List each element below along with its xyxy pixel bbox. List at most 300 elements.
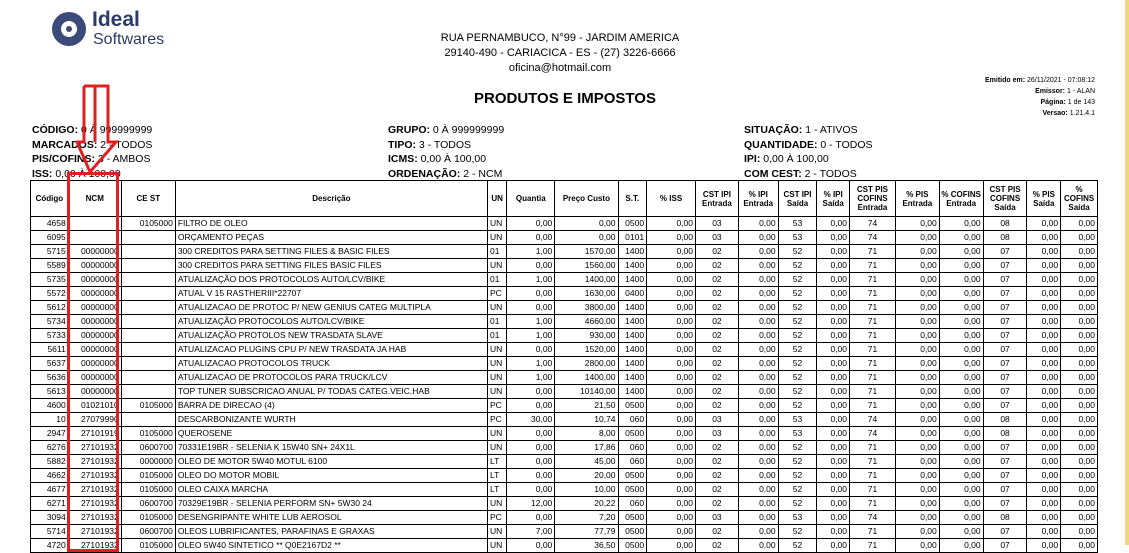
table-row <box>31 245 1098 259</box>
table-cell: 1400 <box>618 273 647 287</box>
column-header: % PIS Entrada <box>895 181 939 217</box>
table-cell: 0,00 <box>817 371 850 385</box>
table-cell: 0,00 <box>817 217 850 231</box>
table-cell: 0,00 <box>939 427 983 441</box>
table-cell: 0,00 <box>1061 385 1098 399</box>
table-row <box>31 427 1098 441</box>
table-cell: 7,20 <box>555 511 618 525</box>
table-cell: UN <box>487 441 506 455</box>
table-cell: 01 <box>487 245 506 259</box>
table-cell: 02 <box>696 273 739 287</box>
table-cell: 0,00 <box>817 469 850 483</box>
table-cell: 0,00 <box>939 441 983 455</box>
table-cell: 07 <box>983 301 1027 315</box>
table-cell: 0,00 <box>1027 385 1061 399</box>
table-row <box>31 385 1098 399</box>
table-cell: 02 <box>696 483 739 497</box>
table-cell: 02 <box>696 259 739 273</box>
table-cell: 0101 <box>618 231 647 245</box>
table-cell: 0,00 <box>647 511 696 525</box>
table-cell: 0,00 <box>939 371 983 385</box>
table-row <box>31 217 1098 231</box>
table-cell: 0,00 <box>895 301 939 315</box>
report-title: PRODUTOS E IMPOSTOS <box>474 90 656 107</box>
table-cell: 71 <box>850 371 896 385</box>
table-cell: 71 <box>850 287 896 301</box>
logo-word-ideal: Ideal <box>92 8 140 31</box>
table-cell: 0,00 <box>647 343 696 357</box>
table-cell: 0,00 <box>647 357 696 371</box>
table-cell: 0,00 <box>738 469 778 483</box>
table-cell: 02 <box>696 287 739 301</box>
table-cell: 930,00 <box>555 329 618 343</box>
filter-icms: ICMS: 0,00 À 100,00 <box>388 153 487 165</box>
table-cell: 0,00 <box>1027 273 1061 287</box>
table-cell: 71 <box>850 245 896 259</box>
table-cell: 0,00 <box>1061 231 1098 245</box>
table-cell: 060 <box>618 497 647 511</box>
table-cell: 00000000 <box>68 329 121 343</box>
table-cell: 52 <box>778 539 817 553</box>
table-cell: 71 <box>850 539 896 553</box>
table-cell: 0,00 <box>507 385 555 399</box>
table-cell: 2947 <box>31 427 69 441</box>
table-cell <box>121 245 175 259</box>
table-cell: UN <box>487 217 506 231</box>
table-cell: 0,00 <box>1061 315 1098 329</box>
table-cell: 08 <box>983 217 1027 231</box>
table-cell: PC <box>487 399 506 413</box>
table-cell: 17,86 <box>555 441 618 455</box>
table-cell: 52 <box>778 343 817 357</box>
table-cell: 0,00 <box>1027 427 1061 441</box>
table-cell: 0,00 <box>939 469 983 483</box>
table-cell: 1400,00 <box>555 371 618 385</box>
table-cell: 0,00 <box>1027 497 1061 511</box>
table-cell: 0500 <box>618 511 647 525</box>
table-cell: 27101932 <box>68 469 121 483</box>
table-cell: 0500 <box>618 539 647 553</box>
table-cell: 0,00 <box>895 441 939 455</box>
table-cell: 07 <box>983 497 1027 511</box>
table-cell: 07 <box>983 315 1027 329</box>
table-cell: 01 <box>487 329 506 343</box>
table-cell: 70331E19BR - SELENIA K 15W40 SN+ 24X1L <box>175 441 487 455</box>
table-cell: 45,00 <box>555 455 618 469</box>
table-cell: 0,00 <box>738 231 778 245</box>
table-cell: 0,00 <box>939 343 983 357</box>
table-cell: 20,00 <box>555 469 618 483</box>
table-cell: 0,00 <box>895 427 939 441</box>
column-header: % COFINS Entrada <box>939 181 983 217</box>
table-cell: 0,00 <box>895 231 939 245</box>
table-cell: 0,00 <box>895 413 939 427</box>
logo-word-softwares: Softwares <box>93 31 165 48</box>
column-header: CST IPI Entrada <box>696 181 739 217</box>
table-cell: 74 <box>850 217 896 231</box>
table-cell: 5589 <box>31 259 69 273</box>
table-cell: 07 <box>983 329 1027 343</box>
table-cell: 02 <box>696 455 739 469</box>
filter-quantidade: QUANTIDADE: 0 - TODOS <box>744 139 873 151</box>
table-cell: 5733 <box>31 329 69 343</box>
column-header: UN <box>487 181 506 217</box>
table-cell: 0,00 <box>895 315 939 329</box>
company-address-line1: RUA PERNAMBUCO, N°99 - JARDIM AMERICA <box>440 32 680 44</box>
company-logo <box>52 10 174 50</box>
table-cell: 0,00 <box>939 357 983 371</box>
table-cell: 0,00 <box>817 343 850 357</box>
table-cell: 0,00 <box>895 525 939 539</box>
table-cell: 53 <box>778 217 817 231</box>
table-cell: 0105000 <box>121 399 175 413</box>
table-cell: 6276 <box>31 441 69 455</box>
table-cell: QUEROSENE <box>175 427 487 441</box>
table-cell: 060 <box>618 413 647 427</box>
table-cell: 0,00 <box>895 273 939 287</box>
table-cell: 03 <box>696 427 739 441</box>
table-cell: OLEO DE MOTOR 5W40 MOTUL 6100 <box>175 455 487 469</box>
table-cell: 71 <box>850 455 896 469</box>
table-cell: 74 <box>850 413 896 427</box>
table-cell: 0,00 <box>939 287 983 301</box>
table-cell: 0,00 <box>895 497 939 511</box>
table-cell: 5715 <box>31 245 69 259</box>
table-cell: 0105000 <box>121 217 175 231</box>
table-cell: 0,00 <box>817 385 850 399</box>
table-cell: 0500 <box>618 469 647 483</box>
table-cell: 07 <box>983 399 1027 413</box>
table-cell: UN <box>487 427 506 441</box>
table-cell: 0,00 <box>647 315 696 329</box>
column-header: CST IPI Saída <box>778 181 817 217</box>
table-cell <box>121 343 175 357</box>
column-header: CST PIS COFINS Saída <box>983 181 1027 217</box>
table-cell: 00000000 <box>68 371 121 385</box>
table-cell: 0,00 <box>647 413 696 427</box>
table-cell: 0,00 <box>817 413 850 427</box>
table-cell: 1,00 <box>507 357 555 371</box>
table-cell: 0,00 <box>647 399 696 413</box>
table-cell: 0,00 <box>1061 301 1098 315</box>
table-cell: 27101919 <box>68 427 121 441</box>
table-cell: 5735 <box>31 273 69 287</box>
table-cell: 0,00 <box>1061 483 1098 497</box>
table-cell: 060 <box>618 455 647 469</box>
table-cell: 0,00 <box>738 455 778 469</box>
table-cell: 1400,00 <box>555 273 618 287</box>
table-cell: 0,00 <box>1061 329 1098 343</box>
table-cell: 0,00 <box>738 245 778 259</box>
table-cell: 1,00 <box>507 273 555 287</box>
table-cell: 0,00 <box>738 539 778 553</box>
table-cell: 0,00 <box>647 371 696 385</box>
table-cell: 0,00 <box>507 469 555 483</box>
table-cell: 0,00 <box>1027 511 1061 525</box>
table-cell: ATUALIZAÇÃO PROTOCOLOS AUTO/LCV/BIKE <box>175 315 487 329</box>
table-cell: 27101932 <box>68 525 121 539</box>
filter-comcest: COM CEST: 2 - TODOS <box>744 168 857 180</box>
table-cell: 0,00 <box>1027 441 1061 455</box>
table-cell: 53 <box>778 231 817 245</box>
table-cell: 1400 <box>618 245 647 259</box>
table-cell: 71 <box>850 343 896 357</box>
products-tax-table <box>30 180 1098 553</box>
table-cell: ATUALIZACAO DE PROTOCOLOS PARA TRUCK/LCV <box>175 371 487 385</box>
table-cell: 0,00 <box>895 287 939 301</box>
table-cell: 0,00 <box>1027 469 1061 483</box>
table-cell: 71 <box>850 497 896 511</box>
table-cell: 0,00 <box>738 525 778 539</box>
table-cell: 0500 <box>618 483 647 497</box>
table-cell: 0,00 <box>1027 413 1061 427</box>
table-cell: ORÇAMENTO PEÇAS <box>175 231 487 245</box>
table-cell: 0,00 <box>738 427 778 441</box>
column-header: % ISS <box>647 181 696 217</box>
table-row <box>31 483 1098 497</box>
table-cell: 07 <box>983 273 1027 287</box>
table-cell: 00000000 <box>68 385 121 399</box>
table-cell: 0,00 <box>817 427 850 441</box>
table-cell: 0,00 <box>1027 371 1061 385</box>
table-cell: FILTRO DE OLEO <box>175 217 487 231</box>
table-cell: 71 <box>850 525 896 539</box>
table-cell: ATUALIZAÇÃO DOS PROTOCOLOS AUTO/LCV/BIKE <box>175 273 487 287</box>
table-cell: 07 <box>983 343 1027 357</box>
table-row <box>31 455 1098 469</box>
table-cell: 02 <box>696 301 739 315</box>
table-cell: 0,00 <box>507 511 555 525</box>
table-cell: ATUALIZAÇÃO PROTOLOS NEW TRASDATA SLAVE <box>175 329 487 343</box>
table-cell: 0,00 <box>738 217 778 231</box>
table-cell: 4677 <box>31 483 69 497</box>
table-header-row <box>31 181 1098 217</box>
table-cell: 0,00 <box>817 273 850 287</box>
table-cell: 0,00 <box>1061 399 1098 413</box>
column-header: Quantia <box>507 181 555 217</box>
table-cell: 0,00 <box>1027 259 1061 273</box>
table-cell: 0,00 <box>1027 315 1061 329</box>
table-cell: 71 <box>850 259 896 273</box>
table-cell: 0,00 <box>647 273 696 287</box>
table-cell: 07 <box>983 455 1027 469</box>
table-cell: 52 <box>778 441 817 455</box>
window-edge <box>1125 0 1129 545</box>
table-cell: 71 <box>850 385 896 399</box>
table-cell: 0,00 <box>647 539 696 553</box>
table-cell: 0,00 <box>1061 413 1098 427</box>
table-cell: 02 <box>696 539 739 553</box>
table-cell: 0,00 <box>738 259 778 273</box>
table-cell: 02 <box>696 329 739 343</box>
table-cell: 0,00 <box>817 539 850 553</box>
table-cell: 0000000 <box>121 455 175 469</box>
table-cell: 0,00 <box>1027 329 1061 343</box>
table-cell: 0,00 <box>817 245 850 259</box>
table-cell: 71 <box>850 273 896 287</box>
company-email: oficina@hotmail.com <box>508 62 612 74</box>
table-cell: 0,00 <box>817 301 850 315</box>
table-cell: 77,79 <box>555 525 618 539</box>
table-cell: 52 <box>778 469 817 483</box>
table-cell: 07 <box>983 357 1027 371</box>
meta-emissor: Emissor: 1 - ALAN <box>1035 88 1095 95</box>
table-cell: 0,00 <box>1061 357 1098 371</box>
table-cell: 0,00 <box>647 385 696 399</box>
table-cell: 52 <box>778 287 817 301</box>
table-cell: 52 <box>778 525 817 539</box>
column-header: NCM <box>68 181 121 217</box>
table-cell: 0105000 <box>121 483 175 497</box>
table-cell: 1,00 <box>507 245 555 259</box>
table-cell: 27079990 <box>68 413 121 427</box>
table-cell: 5714 <box>31 525 69 539</box>
table-cell: 0,00 <box>1061 343 1098 357</box>
table-cell: 1,00 <box>507 371 555 385</box>
table-cell: 07 <box>983 539 1027 553</box>
table-cell: 0,00 <box>647 497 696 511</box>
table-cell: 6271 <box>31 497 69 511</box>
table-cell: 0,00 <box>738 497 778 511</box>
table-row <box>31 399 1098 413</box>
table-cell: 0,00 <box>895 245 939 259</box>
table-cell: 5637 <box>31 357 69 371</box>
table-cell: 0,00 <box>738 287 778 301</box>
table-cell: 02 <box>696 385 739 399</box>
table-cell: 4720 <box>31 539 69 553</box>
table-cell: OLEO DO MOTOR MOBIL <box>175 469 487 483</box>
filter-iss: ISS: 0,00 À 100,00 <box>32 168 121 180</box>
table-cell: 0,00 <box>817 483 850 497</box>
table-cell: 0,00 <box>647 259 696 273</box>
table-cell: 0,00 <box>895 469 939 483</box>
table-cell: 08 <box>983 427 1027 441</box>
table-cell: 27101932 <box>68 455 121 469</box>
table-cell: 1400 <box>618 357 647 371</box>
table-cell: 71 <box>850 399 896 413</box>
table-cell: 02 <box>696 357 739 371</box>
table-cell: 52 <box>778 399 817 413</box>
meta-pagina: Página: 1 de 143 <box>1040 99 1095 106</box>
table-cell: 01 <box>487 273 506 287</box>
table-cell <box>121 371 175 385</box>
table-cell: 0,00 <box>939 217 983 231</box>
table-cell: 0105000 <box>121 539 175 553</box>
table-cell: 0,00 <box>738 511 778 525</box>
table-cell: OLEO 5W40 SINTETICO ** Q0E2167D2 ** <box>175 539 487 553</box>
table-cell: UN <box>487 497 506 511</box>
table-cell: PC <box>487 413 506 427</box>
table-cell: 0,00 <box>895 259 939 273</box>
meta-versao: Versao: 1.21.4.1 <box>1042 110 1095 117</box>
column-header: CST PIS COFINS Entrada <box>850 181 896 217</box>
table-cell: 0500 <box>618 525 647 539</box>
table-row <box>31 469 1098 483</box>
table-cell: 0,00 <box>817 287 850 301</box>
table-cell: 02 <box>696 399 739 413</box>
table-cell: 02 <box>696 371 739 385</box>
table-cell: 0,00 <box>738 441 778 455</box>
ncm-column-highlight <box>67 172 119 552</box>
table-cell: 0,00 <box>939 497 983 511</box>
table-cell: 52 <box>778 329 817 343</box>
filter-grupo: GRUPO: 0 À 999999999 <box>388 124 505 136</box>
table-cell: 0,00 <box>1027 525 1061 539</box>
filter-tipo: TIPO: 3 - TODOS <box>388 139 472 151</box>
table-cell: 1630,00 <box>555 287 618 301</box>
table-cell: 74 <box>850 427 896 441</box>
highlight-arrow-icon <box>76 84 124 176</box>
table-cell: 0,00 <box>1027 357 1061 371</box>
table-row <box>31 343 1098 357</box>
table-cell: 53 <box>778 427 817 441</box>
table-cell: 0,00 <box>507 539 555 553</box>
table-row <box>31 539 1098 553</box>
table-cell: 0,00 <box>738 385 778 399</box>
table-row <box>31 357 1098 371</box>
table-cell: 71 <box>850 483 896 497</box>
table-cell: 1520,00 <box>555 343 618 357</box>
table-cell: 1400 <box>618 259 647 273</box>
table-cell: 02 <box>696 343 739 357</box>
table-cell: 0,00 <box>555 231 618 245</box>
table-cell: 52 <box>778 371 817 385</box>
table-cell: 0,00 <box>1027 301 1061 315</box>
table-cell: 0,00 <box>507 259 555 273</box>
table-cell: 0,00 <box>1061 259 1098 273</box>
table-cell: 0,00 <box>507 427 555 441</box>
table-cell: 0,00 <box>1061 511 1098 525</box>
table-cell: 0,00 <box>647 217 696 231</box>
table-cell: DESENGRIPANTE WHITE LUB AEROSOL <box>175 511 487 525</box>
table-cell: 1,00 <box>507 315 555 329</box>
table-cell: 52 <box>778 301 817 315</box>
table-cell <box>121 259 175 273</box>
table-cell: 0,00 <box>939 413 983 427</box>
filter-ordenacao: ORDENAÇÃO: 2 - NCM <box>388 168 503 180</box>
table-cell: 74 <box>850 511 896 525</box>
table-cell: 52 <box>778 259 817 273</box>
table-cell: 0,00 <box>895 539 939 553</box>
table-cell: 27101932 <box>68 483 121 497</box>
table-cell: 0,00 <box>738 273 778 287</box>
table-cell: 0,00 <box>1061 217 1098 231</box>
table-cell: 0,00 <box>647 287 696 301</box>
table-cell: 0,00 <box>738 301 778 315</box>
table-cell: 0,00 <box>817 455 850 469</box>
table-cell: 0,00 <box>1061 525 1098 539</box>
table-cell: 0,00 <box>738 315 778 329</box>
table-cell: 12,00 <box>507 497 555 511</box>
table-cell: 07 <box>983 385 1027 399</box>
table-cell: 0,00 <box>817 259 850 273</box>
table-cell: 0,00 <box>895 357 939 371</box>
table-cell: 03 <box>696 413 739 427</box>
table-cell: 00000000 <box>68 245 121 259</box>
table-row <box>31 315 1098 329</box>
table-cell: 1400 <box>618 329 647 343</box>
table-cell: 01021010 <box>68 399 121 413</box>
table-cell: 27101932 <box>68 497 121 511</box>
column-header: Preço Custo <box>555 181 618 217</box>
table-cell: 52 <box>778 245 817 259</box>
table-cell: 0,00 <box>939 259 983 273</box>
table-cell: 0,00 <box>507 217 555 231</box>
table-row <box>31 259 1098 273</box>
table-cell: DESCARBONIZANTE WURTH <box>175 413 487 427</box>
table-cell: UN <box>487 371 506 385</box>
table-cell: UN <box>487 343 506 357</box>
